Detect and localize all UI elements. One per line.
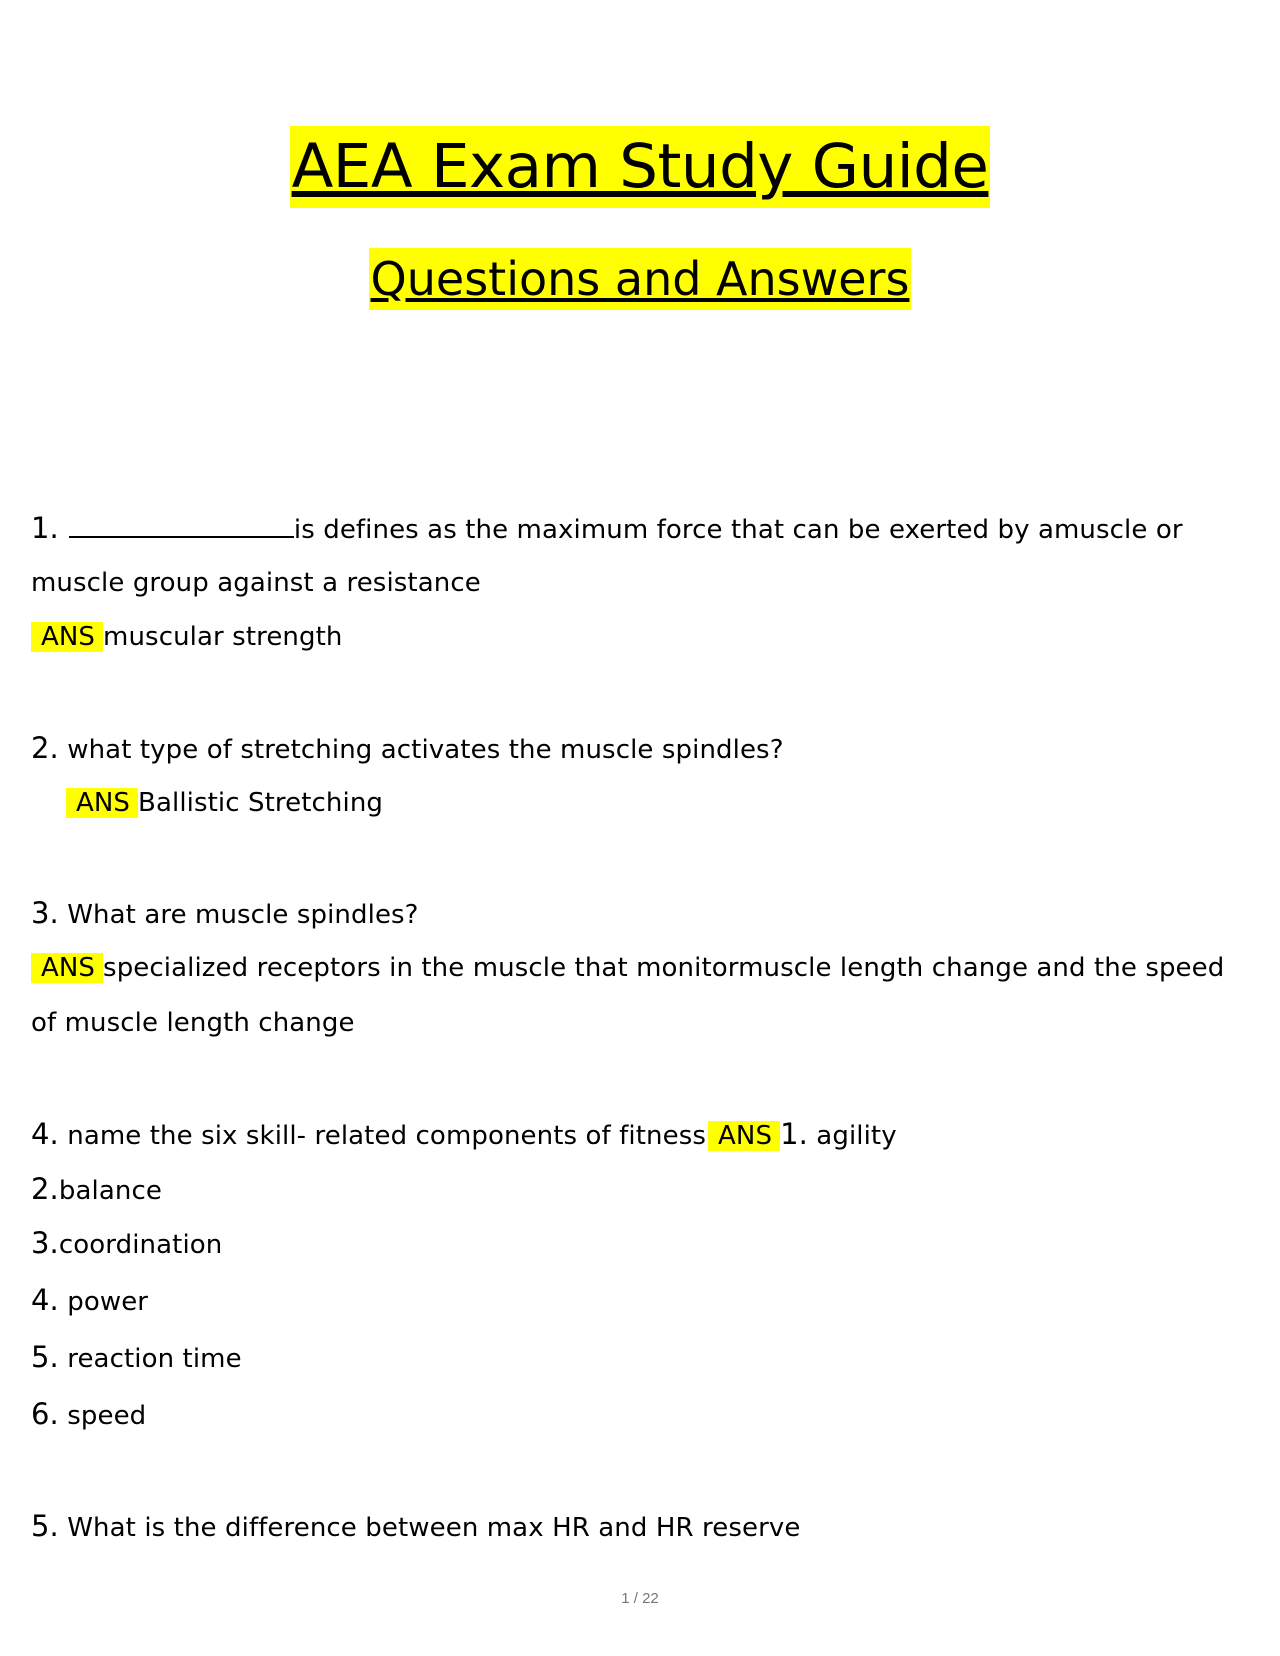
fill-in-blank bbox=[69, 516, 294, 538]
document-subtitle-wrap bbox=[0, 248, 1280, 310]
question-2-text: what type of stretching activates the muscle spindles? bbox=[58, 735, 784, 765]
document-subtitle: Questions and Answers bbox=[369, 248, 912, 310]
question-3-number: 3. bbox=[31, 896, 59, 930]
question-1-text: is defines as the maximum force that can be exerted by amuscle or bbox=[293, 515, 1183, 545]
answer-3 bbox=[31, 951, 1224, 985]
answer-4-item-4-text: power bbox=[58, 1287, 149, 1317]
answer-4-item-2 bbox=[31, 1172, 162, 1208]
question-5-text: What is the difference between max HR and HR reserve bbox=[58, 1513, 801, 1543]
answer-4-item-6 bbox=[31, 1397, 146, 1433]
answer-3-continued: of muscle length change bbox=[31, 1008, 355, 1038]
answer-4-item-2-text: balance bbox=[58, 1176, 162, 1206]
answer-4-item-6-number: 6. bbox=[31, 1397, 59, 1431]
answer-4-item-3-text: coordination bbox=[58, 1230, 223, 1260]
question-5-number: 5. bbox=[31, 1509, 59, 1543]
answer-1 bbox=[31, 620, 343, 654]
question-1-continued: muscle group against a resistance bbox=[31, 568, 481, 598]
answer-3-text: specialized receptors in the muscle that monitormuscle length change and the speed bbox=[103, 953, 1225, 983]
answer-4-item-5 bbox=[31, 1340, 242, 1376]
answer-4-item-2-number: 2. bbox=[31, 1172, 59, 1206]
question-1-number: 1. bbox=[31, 511, 59, 545]
answer-4-item-4 bbox=[31, 1283, 148, 1319]
answer-4-item-6-text: speed bbox=[58, 1401, 147, 1431]
question-1 bbox=[31, 511, 1183, 547]
page-indicator: 1 / 22 bbox=[621, 1590, 659, 1607]
question-4-number: 4. bbox=[31, 1117, 59, 1151]
answer-4-item-4-number: 4. bbox=[31, 1283, 59, 1317]
answer-4-item-1-number: 1. bbox=[780, 1117, 808, 1151]
answer-2 bbox=[66, 786, 383, 820]
answer-4-item-3-number: 3. bbox=[31, 1226, 59, 1260]
question-2 bbox=[31, 731, 784, 767]
question-3 bbox=[31, 896, 419, 932]
answer-1-text: muscular strength bbox=[103, 622, 343, 652]
ans-label: ANS bbox=[708, 1121, 780, 1151]
question-3-text: What are muscle spindles? bbox=[58, 900, 419, 930]
question-5 bbox=[31, 1509, 800, 1545]
answer-4-item-1-text: agility bbox=[807, 1121, 897, 1151]
answer-4-item-5-number: 5. bbox=[31, 1340, 59, 1374]
question-4 bbox=[31, 1117, 897, 1153]
ans-label: ANS bbox=[31, 622, 103, 652]
ans-label: ANS bbox=[66, 788, 138, 818]
answer-4-item-3 bbox=[31, 1226, 222, 1262]
ans-label: ANS bbox=[31, 953, 103, 983]
answer-4-item-5-text: reaction time bbox=[58, 1344, 242, 1374]
document-title: AEA Exam Study Guide bbox=[290, 126, 991, 208]
question-4-text: name the six skill- related components of fitness bbox=[58, 1121, 707, 1151]
document-title-wrap bbox=[0, 126, 1280, 208]
question-2-number: 2. bbox=[31, 731, 59, 765]
answer-2-text: Ballistic Stretching bbox=[138, 788, 383, 818]
